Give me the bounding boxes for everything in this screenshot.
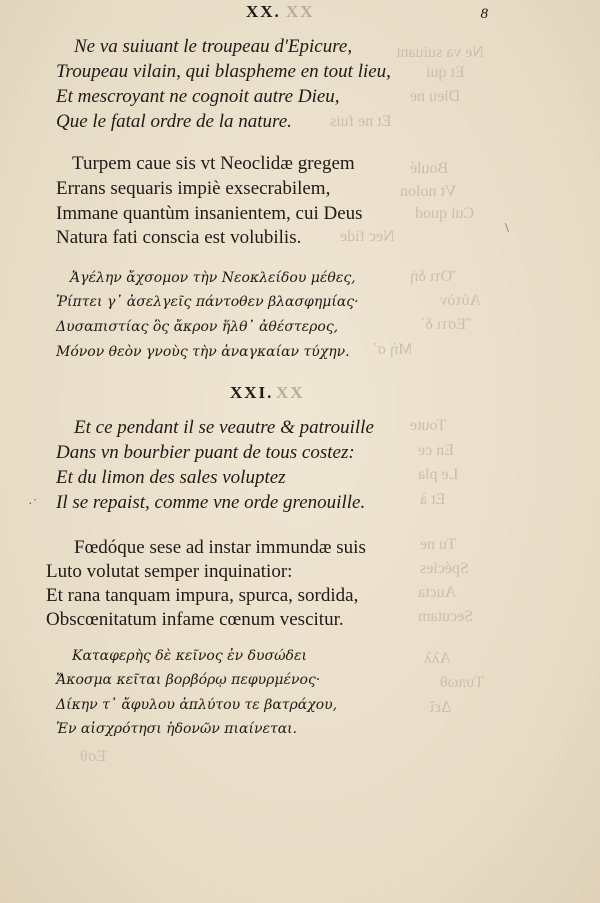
bleed-text: Secutam (418, 608, 474, 625)
verse-line: Ῥίπτει γ᾽ ἀσελγεῖς πάντοθεν βλασφημίας· (56, 294, 359, 310)
bleed-text: Tu ne (420, 536, 457, 553)
verse-line: Et rana tanquam impura, spurca, sordida, (46, 585, 359, 606)
bleed-text: Cui quod (415, 205, 475, 222)
verse-line: Turpem caue sis vt Neoclidæ gregem (72, 153, 355, 174)
bleed-text: Ὅτι δὴ (410, 268, 456, 285)
verse-line: Ἐν αἰσχρότησι ἡδονῶν πιαίνεται. (56, 721, 298, 737)
section-heading: XXI. (230, 383, 274, 402)
bleed-text: Et ne fuis (330, 113, 392, 130)
verse-line: Immane quantùm insanientem, cui Deus (56, 203, 363, 224)
bleed-text: Spécies (420, 560, 469, 577)
verse-line: Μόνον θεὸν γνοὺς τὴν ἀναγκαίαν τύχην. (56, 344, 350, 360)
bleed-text: Nec fide (340, 228, 395, 245)
section-heading-bleed: XX (286, 2, 315, 21)
verse-line: Il se repaist, comme vne orde grenouille. (56, 492, 366, 513)
bleed-text: Vt nolon (400, 183, 457, 200)
verse-line: Ἄκοσμα κεῖται βορβόρῳ πεφυρμένος· (56, 672, 321, 688)
bleed-text: Ἐσθ (80, 748, 109, 765)
bleed-text: Aucta (418, 584, 457, 601)
page-header (0, 2, 600, 24)
section-heading-bleed: XX (276, 383, 305, 402)
bleed-text: Αλλ (424, 650, 452, 667)
bleed-text: Boulé (410, 160, 449, 177)
verse-line: Natura fati conscia est volubilis. (56, 227, 302, 248)
verse-line: Et ce pendant il se veautre & patrouille (74, 417, 374, 438)
verse-line: Δίκην τ᾽ ἄφυλου ἀπλύτου τε βατράχου, (56, 697, 338, 713)
verse-line: Obscœnitatum infame cœnum vescitur. (46, 609, 344, 630)
margin-mark-icon: \ (505, 221, 509, 236)
verse-line: Et du limon des sales voluptez (56, 467, 286, 488)
bleed-text: Et à (420, 491, 446, 508)
bleed-text: Dieu ne (410, 88, 461, 105)
verse-line: Et mescroyant ne cognoit autre Dieu, (56, 86, 340, 107)
bleed-text: Et qui (426, 64, 465, 81)
bleed-text: Ἔστι δ᾽ (420, 316, 471, 333)
verse-line: Errans sequaris impiè exsecrabilem, (56, 178, 331, 199)
bleed-text: Le pla (418, 466, 459, 483)
bleed-text: Αὐτὸν (440, 292, 482, 309)
verse-line: Luto volutat semper inquinatior: (46, 561, 293, 582)
verse-line: Δυσαπιστίας ὃς ἄκρον ἥλθ᾽ ἀθέστερος, (56, 319, 339, 335)
margin-mark-icon: ·˙ (28, 497, 38, 512)
bleed-text: Μὴ σ᾽ (372, 341, 413, 358)
bleed-text: Ne va suiuant (396, 44, 484, 61)
bleed-text: Τυπωθ (440, 674, 484, 691)
verse-line: Ne va suiuant le troupeau d'Epicure, (74, 36, 353, 57)
verse-line: Fœdóque sese ad instar immundæ suis (74, 537, 366, 558)
section-heading: XX. (246, 2, 281, 21)
bleed-text: En ce (418, 442, 454, 459)
bleed-text: Toute (410, 417, 447, 434)
verse-line: Ἀγέλην ἄχσομον τὴν Νεοκλείδου μέθες, (70, 270, 356, 286)
bleed-text: Δεῖ (430, 699, 452, 716)
verse-line: Dans vn bourbier puant de tous costez: (56, 442, 355, 463)
page-number: 8 (480, 6, 488, 22)
verse-line: Que le fatal ordre de la nature. (56, 111, 292, 132)
verse-line: Troupeau vilain, qui blaspheme en tout lieu, (56, 61, 391, 82)
verse-line: Καταφερὴς δὲ κεῖνος ἐν δυσώδει (72, 648, 307, 664)
